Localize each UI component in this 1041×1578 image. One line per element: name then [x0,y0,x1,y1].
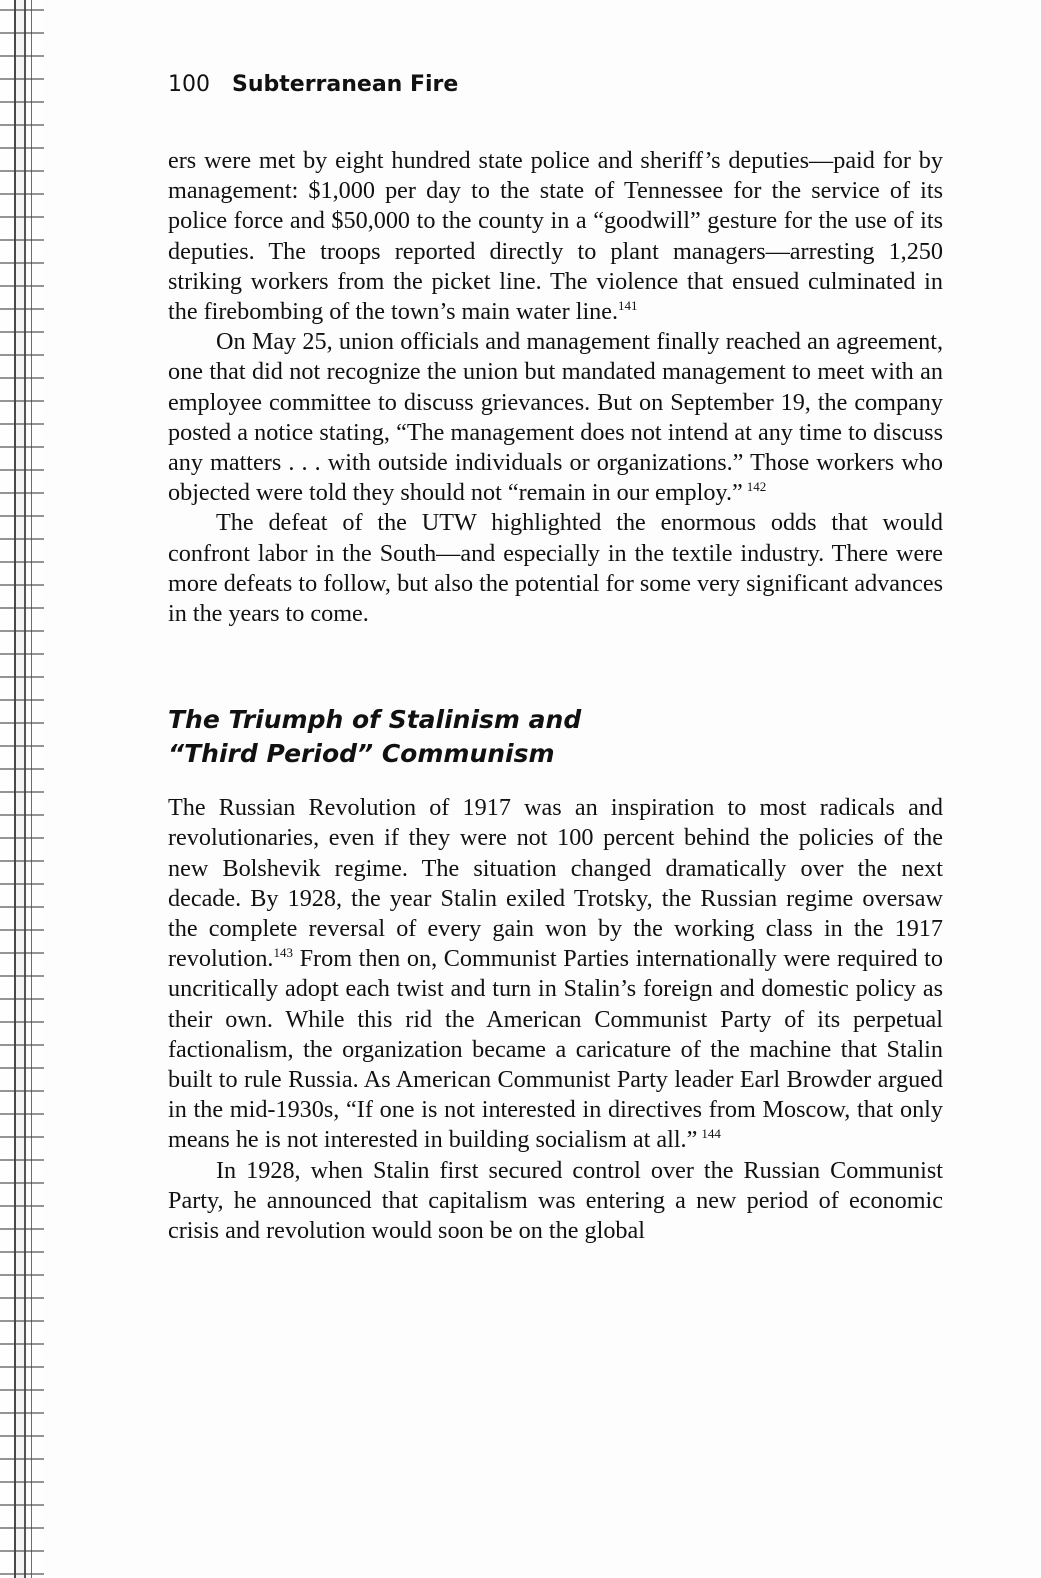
section-heading-line-2: “Third Period” Communism [168,739,555,769]
paragraph-text: From then on, Communist Parties internationally were required to uncritically adopt each twist and turn in Stalin’s foreign and domestic policy as their own. While this rid the American Communist Party of its perpetual factionalism, the organization became a caricature of the machine that Stalin built to rule Russia. As American Communist Party leader Earl Browder argued in the mid-1930s, “If one is not interested in directives from Moscow, that only means he is not interested in building socialism at all.” [168,945,943,1154]
paragraph: The defeat of the UTW highlighted the enormous odds that would confront labor in the South—and especially in the textile industry. There were more defeats to follow, but also the potential for some very significant advances in the years to come. [168,509,943,628]
scan-binding-edge [0,0,44,1578]
footnote-ref: 144 [701,1126,721,1142]
footnote-ref: 143 [273,945,293,961]
section-heading [168,703,943,771]
footnote-ref: 142 [746,479,767,495]
section-heading-line-1: The Triumph of Stalinism and [168,705,582,735]
book-title: Subterranean Fire [232,72,459,97]
paragraph [168,327,943,508]
page-number: 100 [168,72,210,97]
paragraph-continued [168,146,943,327]
footnote-ref: 141 [618,297,638,313]
paragraph-text: ers were met by eight hundred state police and sheriff’s deputies—paid for by management: $1,000 per day to the state of Tennessee for the service of its police force and $50,000 to the county in a “goodwill” gesture for the use of its deputies. The troops reported directly to plant managers—arresting 1,250 striking workers from the picket line. The violence that ensued culminated in the firebombing of the town’s main water line. [168,147,943,326]
paragraph-text: On May 25, union officials and management finally reached an agreement, one that did not recognize the union but mandated management to meet with an employee committee to discuss grievances. But on September 19, the company posted a notice stating, “The management does not intend at any time to discuss any matters . . . with outside individuals or organizations.” Those workers who objected were told they should not “remain in our employ.” [168,328,943,507]
paragraph [168,793,943,1155]
running-head [168,72,458,97]
paragraph-text: The Russian Revolution of 1917 was an inspiration to most radicals and revolutionaries, even if they were not 100 percent behind the policies of the new Bolshevik regime. The situation changed dramatically over the next decade. By 1928, the year Stalin exiled Trotsky, the Russian regime oversaw the complete reversal of every gain won by the working class in the 1917 revolution. [168,794,943,973]
paragraph: In 1928, when Stalin first secured control over the Russian Communist Party, he announced that capitalism was entering a new period of economic crisis and revolution would soon be on the global [168,1156,943,1245]
body-text [168,146,943,1246]
